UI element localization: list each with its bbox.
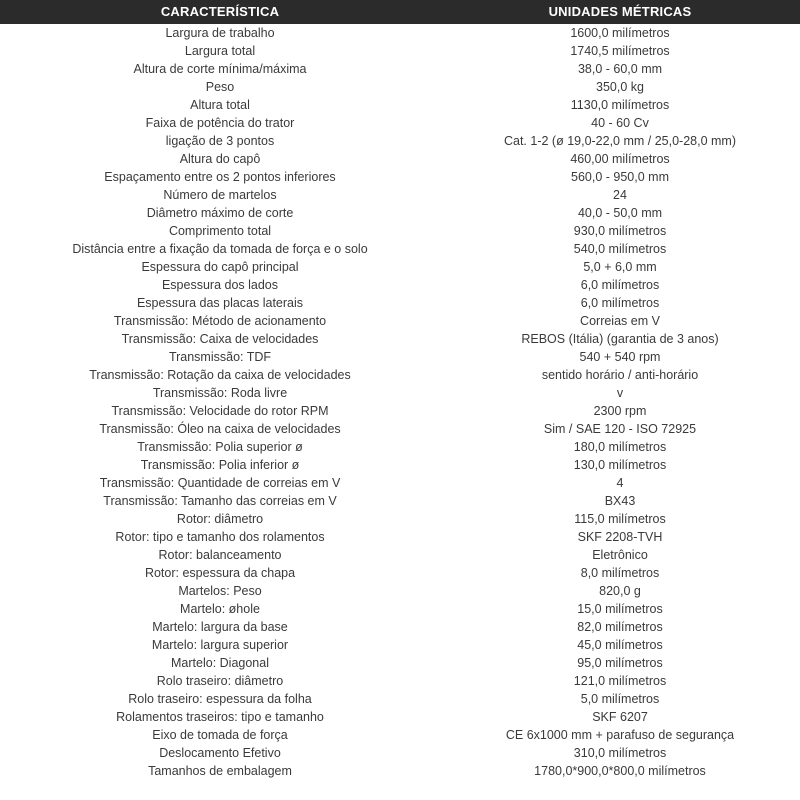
table-header-row — [0, 0, 800, 24]
cell-value: 560,0 - 950,0 mm — [571, 170, 669, 184]
cell-feature: Rotor: balanceamento — [158, 548, 282, 562]
cell-feature: Distância entre a fixação da tomada de força e o solo — [72, 242, 368, 256]
table-row — [0, 690, 800, 708]
cell-value: 930,0 milímetros — [573, 224, 667, 238]
table-row — [0, 636, 800, 654]
cell-feature: Altura total — [190, 98, 250, 112]
table-header — [0, 0, 800, 24]
table-row — [0, 726, 800, 744]
cell-value: 1740,5 milímetros — [570, 44, 670, 58]
table-row — [0, 762, 800, 780]
cell-feature: Eixo de tomada de força — [152, 728, 288, 742]
cell-value: 1130,0 milímetros — [570, 98, 670, 112]
cell-feature: Transmissão: TDF — [168, 350, 272, 364]
table-row — [0, 546, 800, 564]
cell-feature: Número de martelos — [163, 188, 277, 202]
cell-value: 130,0 milímetros — [573, 458, 667, 472]
cell-feature: Rolamentos traseiros: tipo e tamanho — [116, 710, 324, 724]
cell-value: REBOS (Itália) (garantia de 3 anos) — [521, 332, 719, 346]
cell-value: 8,0 milímetros — [580, 566, 660, 580]
cell-value: 6,0 milímetros — [580, 278, 660, 292]
cell-feature: Transmissão: Método de acionamento — [113, 314, 327, 328]
cell-value: Correias em V — [580, 314, 660, 328]
cell-value: 180,0 milímetros — [573, 440, 667, 454]
table-body — [0, 24, 800, 780]
cell-feature: Rotor: tipo e tamanho dos rolamentos — [115, 530, 325, 544]
cell-feature: Peso — [205, 80, 235, 94]
cell-feature: Altura do capô — [179, 152, 261, 166]
cell-feature: Transmissão: Polia superior ø — [137, 440, 303, 454]
cell-value: 5,0 milímetros — [580, 692, 660, 706]
cell-value: 40 - 60 Cv — [591, 116, 649, 130]
cell-feature: Martelo: øhole — [180, 602, 260, 616]
table-row — [0, 510, 800, 528]
table-row — [0, 618, 800, 636]
cell-value: 4 — [616, 476, 624, 490]
cell-value: 24 — [613, 188, 627, 202]
table-row — [0, 402, 800, 420]
cell-feature: Altura de corte mínima/máxima — [133, 62, 307, 76]
cell-feature: Transmissão: Polia inferior ø — [140, 458, 300, 472]
cell-feature: Transmissão: Velocidade do rotor RPM — [111, 404, 329, 418]
table-row — [0, 420, 800, 438]
table-row — [0, 654, 800, 672]
table-row — [0, 330, 800, 348]
table-row — [0, 42, 800, 60]
cell-feature: Transmissão: Caixa de velocidades — [121, 332, 319, 346]
cell-feature: Martelos: Peso — [178, 584, 262, 598]
cell-value: 1780,0*900,0*800,0 milímetros — [534, 764, 706, 778]
cell-value: 1600,0 milímetros — [570, 26, 670, 40]
table-row — [0, 96, 800, 114]
cell-feature: Transmissão: Tamanho das correias em V — [103, 494, 337, 508]
table-row — [0, 204, 800, 222]
cell-feature: Tamanhos de embalagem — [148, 764, 292, 778]
cell-value: CE 6x1000 mm + parafuso de segurança — [505, 728, 735, 742]
table-row — [0, 348, 800, 366]
column-header-feature: CARACTERÍSTICA — [0, 0, 440, 24]
cell-value: v — [616, 386, 624, 400]
cell-feature: Largura de trabalho — [165, 26, 275, 40]
table-row — [0, 24, 800, 42]
table-row — [0, 276, 800, 294]
cell-feature: Martelo: largura superior — [151, 638, 289, 652]
cell-feature: Diâmetro máximo de corte — [146, 206, 294, 220]
cell-value: 540,0 milímetros — [573, 242, 667, 256]
cell-feature: Largura total — [184, 44, 256, 58]
cell-value: 115,0 milímetros — [574, 512, 666, 526]
cell-feature: Rolo traseiro: espessura da folha — [128, 692, 312, 706]
cell-value: BX43 — [604, 494, 636, 508]
table-row — [0, 312, 800, 330]
table-row — [0, 528, 800, 546]
table-row — [0, 708, 800, 726]
cell-feature: Espessura do capô principal — [141, 260, 299, 274]
table-row — [0, 366, 800, 384]
cell-feature: Martelo: Diagonal — [171, 656, 269, 670]
cell-feature: Transmissão: Óleo na caixa de velocidades — [99, 422, 341, 436]
cell-feature: Espessura das placas laterais — [136, 296, 304, 310]
cell-feature: Rotor: diâmetro — [176, 512, 264, 526]
table-row — [0, 564, 800, 582]
table-row — [0, 744, 800, 762]
table-row — [0, 438, 800, 456]
cell-value: 15,0 milímetros — [577, 602, 663, 616]
table-row — [0, 582, 800, 600]
cell-value: 82,0 milímetros — [577, 620, 663, 634]
cell-value: Eletrônico — [592, 548, 648, 562]
cell-feature: Espaçamento entre os 2 pontos inferiores — [104, 170, 336, 184]
cell-value: Cat. 1-2 (ø 19,0-22,0 mm / 25,0-28,0 mm) — [503, 134, 737, 148]
table-row — [0, 186, 800, 204]
cell-value: 38,0 - 60,0 mm — [577, 62, 663, 76]
cell-value: 460,00 milímetros — [570, 152, 670, 166]
column-header-units: UNIDADES MÉTRICAS — [440, 0, 800, 24]
cell-value: SKF 2208-TVH — [577, 530, 663, 544]
cell-value: Sim / SAE 120 - ISO 72925 — [543, 422, 697, 436]
cell-value: 40,0 - 50,0 mm — [577, 206, 663, 220]
table-row — [0, 384, 800, 402]
cell-value: 5,0 + 6,0 mm — [583, 260, 657, 274]
table-row — [0, 150, 800, 168]
table-row — [0, 114, 800, 132]
cell-feature: Martelo: largura da base — [152, 620, 288, 634]
cell-feature: Deslocamento Efetivo — [159, 746, 281, 760]
table-row — [0, 474, 800, 492]
cell-value: 540 + 540 rpm — [579, 350, 661, 364]
cell-feature: Faixa de potência do trator — [145, 116, 295, 130]
table-row — [0, 222, 800, 240]
table-row — [0, 672, 800, 690]
cell-feature: Transmissão: Rotação da caixa de velocidades — [89, 368, 351, 382]
table-row — [0, 78, 800, 96]
cell-value: 45,0 milímetros — [577, 638, 663, 652]
cell-feature: Espessura dos lados — [161, 278, 279, 292]
table-row — [0, 132, 800, 150]
cell-feature: Transmissão: Roda livre — [152, 386, 288, 400]
table-row — [0, 492, 800, 510]
table-row — [0, 258, 800, 276]
table-row — [0, 168, 800, 186]
cell-value: SKF 6207 — [592, 710, 648, 724]
cell-value: 95,0 milímetros — [577, 656, 663, 670]
table-row — [0, 600, 800, 618]
cell-feature: Comprimento total — [168, 224, 272, 238]
cell-value: 310,0 milímetros — [573, 746, 667, 760]
table-row — [0, 240, 800, 258]
table-row — [0, 294, 800, 312]
cell-value: 2300 rpm — [593, 404, 647, 418]
cell-value: sentido horário / anti-horário — [541, 368, 699, 382]
table-row — [0, 456, 800, 474]
table-row — [0, 60, 800, 78]
cell-value: 350,0 kg — [596, 80, 644, 94]
cell-feature: Transmissão: Quantidade de correias em V — [99, 476, 341, 490]
cell-value: 820,0 g — [599, 584, 641, 598]
cell-feature: ligação de 3 pontos — [165, 134, 275, 148]
cell-feature: Rolo traseiro: diâmetro — [156, 674, 284, 688]
cell-value: 6,0 milímetros — [580, 296, 660, 310]
cell-feature: Rotor: espessura da chapa — [144, 566, 296, 580]
cell-value: 121,0 milímetros — [573, 674, 667, 688]
